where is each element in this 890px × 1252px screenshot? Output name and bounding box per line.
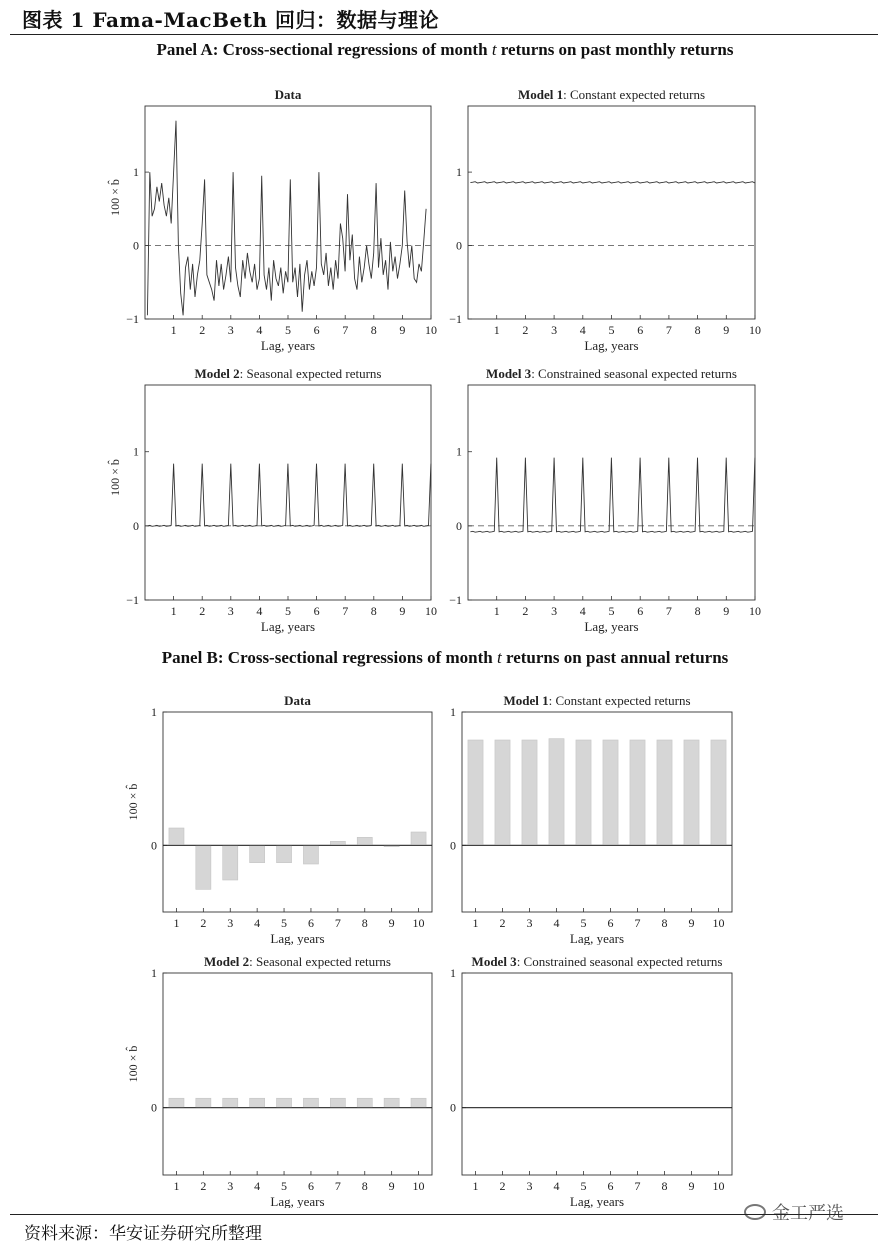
bar-lag-7 [630, 740, 645, 845]
x-tick-label: 3 [526, 1179, 533, 1193]
bar-lag-7 [330, 1098, 345, 1107]
x-tick-label: 6 [637, 323, 644, 337]
chart-title [194, 366, 381, 381]
x-tick-label: 3 [551, 604, 558, 618]
bar-lag-8 [357, 837, 372, 845]
x-tick-label: 1 [173, 1179, 180, 1193]
x-tick-label: 5 [281, 916, 288, 930]
watermark-text: 金工严选 [772, 1203, 844, 1224]
x-tick-label: 8 [694, 323, 701, 337]
source-note: 资料来源：华安证券研究所整理 [24, 1224, 262, 1244]
bar-lag-3 [223, 1098, 238, 1107]
x-axis-label: Lag, years [569, 931, 625, 945]
chart-panel-b-model-1 [425, 692, 745, 945]
x-tick-label: 1 [472, 1179, 479, 1193]
x-tick-label: 8 [694, 604, 701, 618]
panel-a-title [0, 40, 890, 60]
bar-lag-1 [169, 828, 184, 845]
chart-title [503, 693, 690, 708]
chart-title-bold: Model 3 [471, 955, 517, 969]
x-tick-label: 2 [199, 323, 206, 337]
x-tick-label: 2 [522, 604, 529, 618]
x-axis-label: Lag, years [584, 619, 639, 634]
x-tick-label: 1 [493, 604, 500, 618]
panel-b-suffix: returns on past annual returns [501, 648, 729, 667]
x-tick-label: 10 [425, 323, 437, 337]
y-axis-label: 100 × b̂ [126, 1045, 140, 1083]
x-axis-label: Lag, years [260, 619, 316, 634]
x-tick-label: 4 [579, 604, 586, 618]
y-tick-label: 0 [450, 1100, 456, 1115]
x-tick-label: 7 [634, 1179, 641, 1193]
chart-panel-a-model-3 [425, 365, 765, 635]
y-tick-label: 1 [450, 705, 456, 719]
chart-title-bold: Data [274, 87, 302, 102]
bar-lag-4 [250, 1098, 265, 1107]
panel-a-suffix: returns on past monthly returns [496, 40, 734, 59]
x-tick-label: 4 [256, 604, 263, 618]
y-tick-label: 0 [133, 238, 139, 253]
y-tick-label: 0 [133, 518, 139, 533]
x-tick-label: 5 [281, 1179, 288, 1193]
series-line [147, 464, 431, 527]
series-line [470, 182, 755, 183]
x-tick-label: 8 [370, 604, 377, 618]
x-tick-label: 2 [200, 916, 207, 930]
bar-lag-3 [223, 845, 238, 880]
y-tick-label: 1 [151, 705, 157, 719]
x-tick-label: 6 [607, 916, 614, 930]
bar-lag-10 [411, 832, 426, 845]
chart-panel-b-model-2 [125, 955, 445, 1208]
chart-panel-a-model-1 [425, 84, 765, 354]
y-tick-label: 1 [450, 966, 456, 980]
y-tick-label: 0 [456, 238, 462, 253]
top-rule [10, 34, 878, 35]
chart-panel-b-model-3 [425, 955, 745, 1208]
x-tick-label: 5 [608, 323, 615, 337]
bar-lag-10 [711, 740, 726, 845]
x-tick-label: 10 [712, 1179, 725, 1193]
y-tick-label: −1 [126, 593, 139, 607]
x-tick-label: 6 [637, 604, 644, 618]
y-tick-label: 0 [456, 518, 462, 533]
bar-lag-2 [196, 845, 211, 889]
y-tick-label: 0 [450, 838, 456, 853]
x-tick-label: 6 [307, 916, 314, 930]
x-tick-label: 9 [688, 1179, 695, 1193]
x-tick-label: 9 [399, 323, 406, 337]
y-axis-label: 100 × b̂ [108, 179, 122, 216]
x-axis-label: Lag, years [584, 338, 639, 353]
x-tick-label: 9 [723, 323, 730, 337]
x-tick-label: 2 [499, 916, 506, 930]
bar-lag-6 [603, 740, 618, 845]
y-tick-label: 1 [151, 966, 157, 980]
x-tick-label: 4 [553, 916, 560, 930]
bar-lag-9 [684, 740, 699, 845]
chart-title-bold: Model 3 [486, 366, 532, 381]
bar-lag-4 [250, 845, 265, 862]
x-tick-label: 10 [712, 916, 725, 930]
x-tick-label: 5 [580, 916, 587, 930]
x-tick-label: 1 [493, 323, 500, 337]
x-tick-label: 5 [285, 604, 291, 618]
bar-lag-3 [522, 740, 537, 845]
chart-title-rest: : Constant expected returns [548, 693, 691, 708]
x-tick-label: 6 [313, 323, 320, 337]
x-tick-label: 8 [361, 1179, 368, 1193]
bottom-rule [10, 1214, 878, 1215]
bar-lag-9 [384, 1098, 399, 1107]
x-tick-label: 6 [313, 604, 320, 618]
x-tick-label: 3 [227, 916, 234, 930]
chart-panel-b-data [125, 692, 445, 945]
figure-title: 图表 1 Fama-MacBeth 回归：数据与理论 [22, 8, 439, 32]
y-tick-label: 1 [133, 165, 139, 180]
bar-lag-8 [357, 1098, 372, 1107]
y-tick-label: 0 [151, 1100, 157, 1115]
chart-title-bold: Model 2 [194, 366, 240, 381]
chart-title [518, 87, 705, 102]
x-tick-label: 3 [526, 916, 533, 930]
x-tick-label: 4 [579, 323, 586, 337]
x-axis-label: Lag, years [270, 1194, 325, 1208]
chart-title [204, 955, 391, 969]
bar-lag-6 [303, 845, 318, 864]
x-axis-label: Lag, years [260, 338, 316, 353]
x-tick-label: 9 [388, 1179, 395, 1193]
x-tick-label: 5 [580, 1179, 587, 1193]
y-tick-label: 1 [456, 165, 462, 180]
x-tick-label: 8 [361, 916, 368, 930]
chart-title-bold: Model 1 [517, 87, 564, 102]
x-tick-label: 9 [688, 916, 695, 930]
x-tick-label: 1 [173, 916, 180, 930]
y-tick-label: 1 [456, 444, 462, 459]
x-tick-label: 7 [334, 1179, 341, 1193]
x-tick-label: 8 [661, 916, 668, 930]
chart-title [275, 87, 302, 102]
x-tick-label: 7 [342, 604, 349, 618]
watermark [744, 1199, 844, 1225]
x-tick-label: 2 [499, 1179, 506, 1193]
bar-lag-5 [277, 1098, 292, 1107]
chart-title [486, 366, 737, 381]
x-tick-label: 3 [227, 1179, 234, 1193]
chart-title-bold: Data [284, 693, 311, 708]
x-tick-label: 4 [254, 916, 261, 930]
chart-title-rest: : Constrained seasonal expected returns [516, 955, 723, 969]
x-tick-label: 3 [551, 323, 558, 337]
x-tick-label: 2 [522, 323, 529, 337]
panel-b-prefix: Panel B: Cross-sectional regressions of month [161, 648, 497, 667]
x-tick-label: 7 [665, 604, 672, 618]
bar-lag-2 [196, 1098, 211, 1107]
x-tick-label: 6 [607, 1179, 614, 1193]
chart-title-rest: : Constrained seasonal expected returns [531, 366, 737, 381]
bar-lag-2 [495, 740, 510, 845]
panel-a-prefix: Panel A: Cross-sectional regressions of month [156, 40, 492, 59]
x-tick-label: 1 [472, 916, 479, 930]
chart-title [284, 693, 311, 708]
bar-lag-5 [576, 740, 591, 845]
plot-frame [163, 973, 432, 1175]
chart-title [472, 955, 723, 969]
x-tick-label: 1 [170, 323, 177, 337]
x-tick-label: 5 [285, 323, 291, 337]
y-tick-label: 0 [151, 838, 157, 853]
chart-title-rest: : Constant expected returns [563, 87, 706, 102]
x-tick-label: 10 [412, 916, 425, 930]
x-axis-label: Lag, years [270, 931, 325, 945]
y-tick-label: 1 [133, 444, 139, 459]
x-tick-label: 3 [227, 323, 234, 337]
bar-lag-4 [549, 739, 564, 846]
bar-lag-8 [657, 740, 672, 845]
x-tick-label: 4 [254, 1179, 261, 1193]
plot-frame [462, 973, 732, 1175]
x-tick-label: 10 [425, 604, 437, 618]
bar-lag-7 [330, 841, 345, 845]
chart-title-bold: Model 1 [503, 693, 549, 708]
panel-b-t: t [496, 648, 502, 667]
x-tick-label: 7 [665, 323, 672, 337]
x-tick-label: 4 [553, 1179, 560, 1193]
x-axis-label: Lag, years [569, 1194, 625, 1208]
panel-a-t: t [491, 40, 497, 59]
y-tick-label: −1 [126, 312, 139, 326]
bar-lag-6 [303, 1098, 318, 1107]
chart-title-rest: : Seasonal expected returns [239, 366, 382, 381]
x-tick-label: 9 [388, 916, 395, 930]
bar-lag-1 [468, 740, 483, 845]
x-tick-label: 10 [412, 1179, 425, 1193]
x-tick-label: 2 [199, 604, 206, 618]
x-tick-label: 6 [307, 1179, 314, 1193]
bar-lag-5 [277, 845, 292, 862]
chart-panel-a-data [100, 84, 440, 354]
x-tick-label: 8 [661, 1179, 668, 1193]
x-tick-label: 7 [342, 323, 349, 337]
x-tick-label: 5 [608, 604, 615, 618]
y-axis-label: 100 × b̂ [108, 459, 122, 496]
chart-panel-a-model-2 [100, 365, 440, 635]
x-tick-label: 1 [170, 604, 177, 618]
y-tick-label: −1 [449, 312, 462, 326]
x-tick-label: 7 [634, 916, 641, 930]
series-line [470, 458, 755, 533]
chart-title-rest: : Seasonal expected returns [249, 955, 392, 969]
series-line [147, 121, 426, 316]
plot-frame [145, 385, 431, 600]
x-tick-label: 9 [723, 604, 730, 618]
plot-frame [468, 106, 755, 319]
y-axis-label: 100 × b̂ [126, 783, 140, 821]
x-tick-label: 10 [749, 604, 761, 618]
x-tick-label: 7 [334, 916, 341, 930]
panel-b-title [0, 648, 890, 668]
bar-lag-10 [411, 1098, 426, 1107]
wechat-icon [744, 1204, 766, 1220]
x-tick-label: 9 [399, 604, 406, 618]
x-tick-label: 10 [749, 323, 761, 337]
x-tick-label: 2 [200, 1179, 207, 1193]
bar-lag-1 [169, 1098, 184, 1107]
chart-title-bold: Model 2 [203, 955, 250, 969]
x-tick-label: 8 [370, 323, 377, 337]
x-tick-label: 3 [227, 604, 234, 618]
plot-frame [468, 385, 755, 600]
x-tick-label: 4 [256, 323, 263, 337]
y-tick-label: −1 [449, 593, 462, 607]
